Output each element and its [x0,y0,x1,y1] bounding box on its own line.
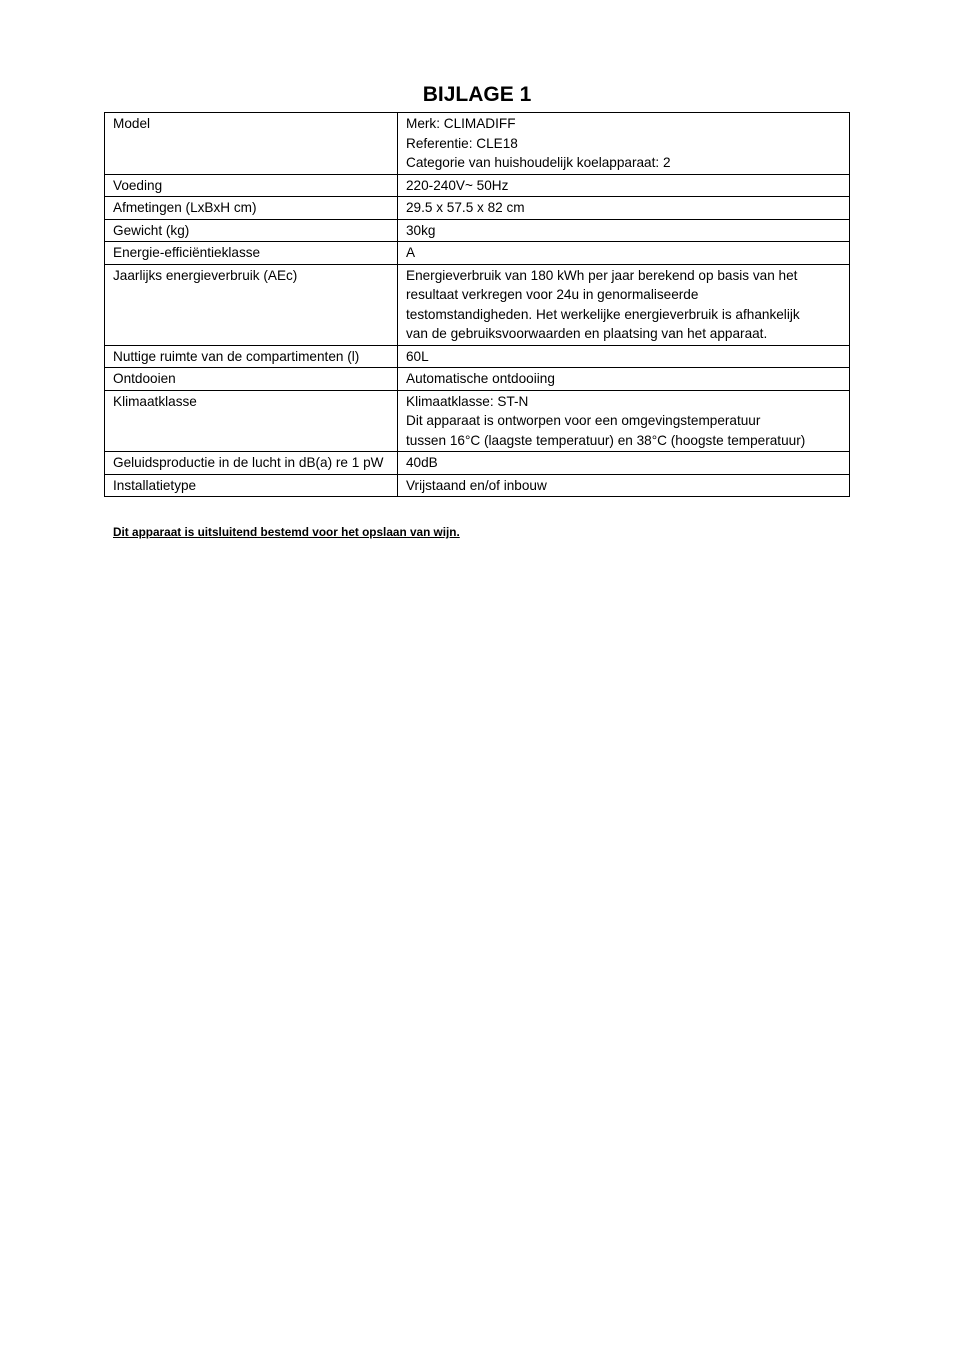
value-line: van de gebruiksvoorwaarden en plaatsing van het apparaat. [406,326,768,341]
row-value-klimaatklasse [398,390,850,452]
row-label-afmetingen: Afmetingen (LxBxH cm) [105,197,398,220]
row-label-ontdooien: Ontdooien [105,368,398,391]
row-value-afmetingen [398,197,850,220]
value-line: resultaat verkregen voor 24u in genormaliseerde [406,287,699,302]
row-label-model: Model [105,113,398,175]
label-text: Geluidsproductie in de lucht in dB(a) re 1 pW [113,455,384,470]
value-line: Vrijstaand en/of inbouw [406,477,547,493]
table-row [105,242,850,265]
row-value-ontdooien [398,368,850,391]
row-label-gewicht: Gewicht (kg) [105,219,398,242]
row-label-geluidsproductie [105,452,398,475]
value-line: Klimaatklasse: ST-N [406,393,529,409]
row-value-energieverbruik [398,264,850,345]
value-line: testomstandigheden. Het werkelijke energieverbruik is afhankelijk [406,306,800,322]
table-row [105,452,850,475]
row-value-nuttige-ruimte [398,345,850,368]
value-line: 60L [406,348,429,364]
value-line: Energieverbruik van 180 kWh per jaar berekend op basis van het [406,267,798,283]
row-label-nuttige-ruimte: Nuttige ruimte van de compartimenten (l) [105,345,398,368]
row-label-klimaatklasse: Klimaatklasse [105,390,398,452]
value-line: 220-240V~ 50Hz [406,177,509,193]
table-row [105,174,850,197]
value-line: 29.5 x 57.5 x 82 cm [406,200,525,215]
page-title: BIJLAGE 1 [422,83,532,106]
row-value-voeding [398,174,850,197]
value-line: 40dB [406,455,438,470]
row-label-voeding: Voeding [105,174,398,197]
value-line: Referentie: CLE18 [406,135,518,151]
row-label-installatietype: Installatietype [105,474,398,497]
value-line: Dit apparaat is ontworpen voor een omgevingstemperatuur [406,413,761,428]
row-value-gewicht [398,219,850,242]
spec-table [104,112,850,497]
row-label-energieklasse: Energie-efficiëntieklasse [105,242,398,265]
value-line: Merk: CLIMADIFF [406,116,516,131]
footnote: Dit apparaat is uitsluitend bestemd voor het opslaan van wijn. [113,525,460,539]
table-row [105,345,850,368]
table-row [105,197,850,220]
row-value-model [398,113,850,175]
value-line: Automatische ontdooiing [406,371,555,386]
table-row [105,368,850,391]
table-row [105,219,850,242]
table-row [105,474,850,497]
table-row [105,390,850,452]
row-label-energieverbruik: Jaarlijks energieverbruik (AEc) [105,264,398,345]
table-row [105,113,850,175]
value-line: 30kg [406,222,436,238]
value-line: A [406,245,416,260]
table-row [105,264,850,345]
row-value-installatietype [398,474,850,497]
row-value-geluidsproductie [398,452,850,475]
value-line: Categorie van huishoudelijk koelapparaat: 2 [406,155,671,170]
value-line: tussen 16°C (laagste temperatuur) en 38°C (hoogste temperatuur) [406,432,806,448]
row-value-energieklasse [398,242,850,265]
